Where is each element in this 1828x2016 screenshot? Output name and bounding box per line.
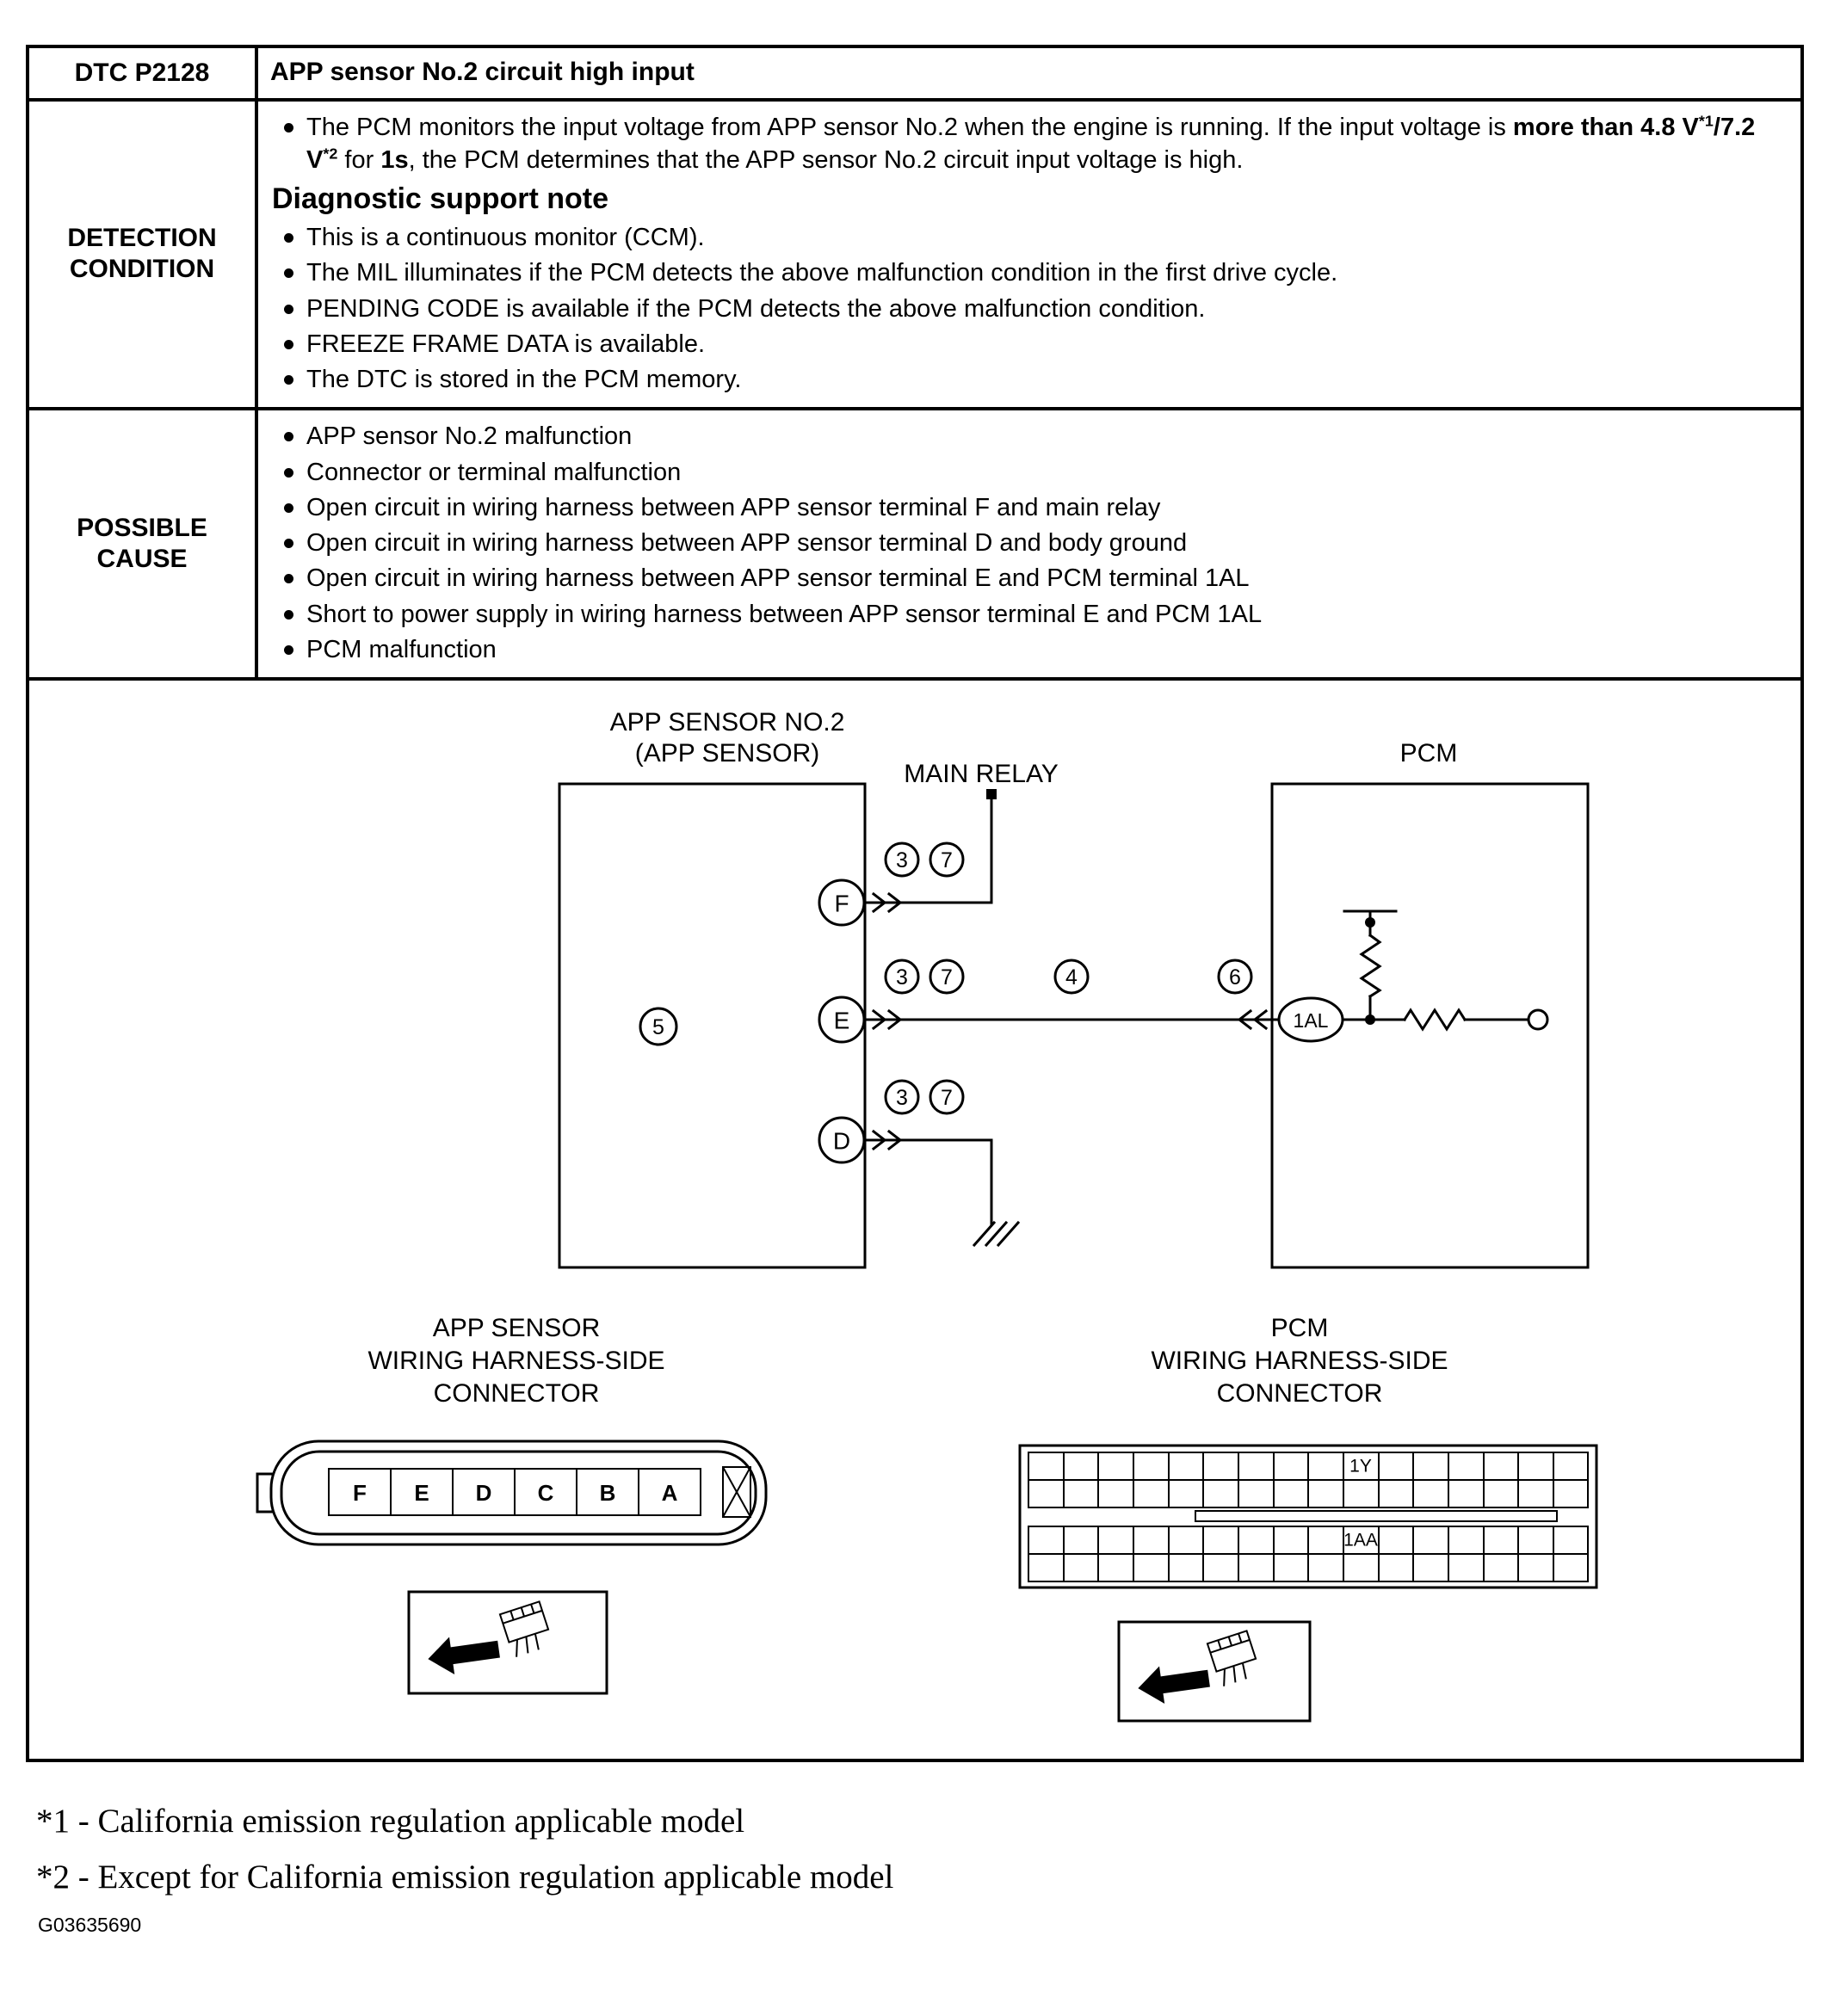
- possible-cause-label: [29, 410, 258, 677]
- terminal-f: [819, 880, 864, 925]
- bullet-item: Open circuit in wiring harness between APP sensor terminal F and main relay: [270, 491, 1788, 524]
- ground-symbol: [974, 1223, 1018, 1245]
- wiring-diagram-row: [29, 677, 1800, 1759]
- intro-bold-1: more than 4.8 V: [1512, 113, 1699, 141]
- detection-intro-bullet: [270, 111, 1788, 177]
- svg-text:5: 5: [652, 1015, 664, 1040]
- figure-id: G03635690: [38, 1914, 142, 1937]
- svg-text:D: D: [832, 1127, 851, 1155]
- app-connector-caption: [367, 1314, 664, 1408]
- dtc-code: DTC P2128: [74, 58, 210, 87]
- callout-7-f: [930, 843, 963, 876]
- dtc-table: [26, 45, 1804, 1762]
- app-harness-connector: [257, 1441, 766, 1544]
- svg-text:7: 7: [941, 848, 953, 873]
- bullet-item: Open circuit in wiring harness between APP sensor terminal E and PCM terminal 1AL: [270, 562, 1788, 595]
- svg-text:PCM: PCM: [1270, 1314, 1329, 1343]
- svg-text:CONNECTOR: CONNECTOR: [1216, 1379, 1383, 1409]
- detection-condition-label: [29, 102, 258, 408]
- wiring-diagram: [29, 681, 1800, 1759]
- app-pin-c: C: [537, 1480, 554, 1507]
- svg-text:E: E: [833, 1007, 850, 1034]
- svg-text:WIRING HARNESS-SIDE: WIRING HARNESS-SIDE: [367, 1347, 665, 1376]
- bullet-item: The DTC is stored in the PCM memory.: [270, 363, 1788, 396]
- svg-text:1AL: 1AL: [1293, 1009, 1329, 1033]
- bullet-item: FREEZE FRAME DATA is available.: [270, 328, 1788, 361]
- wire-e-to-pcm: [864, 1011, 1279, 1028]
- svg-text:4: 4: [1065, 965, 1078, 990]
- dtc-title-cell: [258, 48, 1800, 98]
- pcm-label: PCM: [1399, 739, 1458, 768]
- possible-cause-label-text: POSSIBLE CAUSE: [77, 514, 207, 574]
- svg-text:3: 3: [896, 848, 908, 873]
- app-pin-a: A: [661, 1480, 678, 1507]
- callout-3-d: [886, 1081, 918, 1113]
- callout-7-d: [930, 1081, 963, 1113]
- pcm-connector-caption: [1151, 1314, 1448, 1408]
- intro-text-3: , the PCM determines that the APP sensor No.2 circuit input voltage is high.: [408, 145, 1244, 174]
- pcm-harness-connector: [1020, 1446, 1596, 1588]
- footnote-ref-2: *2: [323, 145, 338, 163]
- callout-5: [640, 1008, 676, 1045]
- bullet-item: Short to power supply in wiring harness between APP sensor terminal E and PCM 1AL: [270, 598, 1788, 631]
- bullet-item: PENDING CODE is available if the PCM detects the above malfunction condition.: [270, 293, 1788, 325]
- possible-cause-row: [29, 407, 1800, 677]
- terminal-e: [819, 997, 864, 1042]
- pcm-output-node: [1528, 1010, 1547, 1029]
- footnotes: [36, 1802, 1804, 1937]
- dtc-title: APP sensor No.2 circuit high input: [270, 58, 695, 86]
- callout-3-f: [886, 843, 918, 876]
- detection-condition-row: [29, 98, 1800, 408]
- intro-bold-3: 1s: [380, 145, 409, 174]
- bullet-item: The MIL illuminates if the PCM detects the above malfunction condition in the first drive cycle.: [270, 256, 1788, 289]
- svg-text:WIRING HARNESS-SIDE: WIRING HARNESS-SIDE: [1151, 1347, 1448, 1376]
- pcm-internal-circuit: [1343, 911, 1547, 1029]
- bullet-item: This is a continuous monitor (CCM).: [270, 221, 1788, 254]
- svg-text:7: 7: [941, 1086, 953, 1111]
- pullup-resistor: [1362, 935, 1380, 996]
- bullet-item: PCM malfunction: [270, 633, 1788, 666]
- bullet-item: Connector or terminal malfunction: [270, 456, 1788, 489]
- callout-7-e: [930, 960, 963, 993]
- dtc-header-row: [29, 48, 1800, 98]
- dtc-code-cell: [29, 48, 258, 98]
- detection-intro-list: [270, 111, 1788, 177]
- app-pin-f: F: [353, 1480, 367, 1507]
- svg-text:3: 3: [896, 965, 908, 990]
- app-connector-view-inset: [409, 1592, 607, 1693]
- pcm-pin-1aa: 1AA: [1343, 1530, 1378, 1551]
- wire-d-to-ground: [864, 1131, 991, 1224]
- pcm-connector-view-inset: [1119, 1622, 1310, 1721]
- callout-3-e: [886, 960, 918, 993]
- svg-text:3: 3: [896, 1086, 908, 1111]
- pcm-terminal-1al: [1279, 998, 1343, 1041]
- callout-4: [1055, 960, 1088, 993]
- svg-text:6: 6: [1229, 965, 1241, 990]
- diagnostic-support-note-heading: Diagnostic support note: [272, 182, 608, 216]
- app-pin-d: D: [475, 1480, 492, 1507]
- intro-bold-2: /7.2 V: [306, 113, 1756, 174]
- footnote-2: *2 - Except for California emission regulation applicable model: [36, 1859, 894, 1896]
- svg-text:APP SENSOR: APP SENSOR: [432, 1314, 601, 1343]
- intro-text-1: The PCM monitors the input voltage from APP sensor No.2 when the engine is running. If the input voltage is: [306, 113, 1513, 141]
- detection-condition-label-text: DETECTION CONDITION: [67, 224, 217, 284]
- intro-text-2: for: [337, 145, 381, 174]
- app-sensor-label-line1: APP SENSOR NO.2: [609, 708, 845, 737]
- app-pin-e: E: [414, 1480, 429, 1507]
- svg-text:F: F: [834, 890, 849, 917]
- app-pin-b: B: [599, 1480, 616, 1507]
- bullet-item: Open circuit in wiring harness between APP sensor terminal D and body ground: [270, 527, 1788, 559]
- bullet-item: APP sensor No.2 malfunction: [270, 420, 1788, 453]
- wire-f-to-main-relay: [864, 894, 991, 911]
- pcm-pin-1y: 1Y: [1349, 1456, 1372, 1477]
- app-sensor-label-line2: (APP SENSOR): [634, 739, 820, 768]
- terminal-d: [819, 1118, 864, 1162]
- possible-cause-list: [270, 420, 1788, 666]
- detection-support-list: [270, 221, 1788, 396]
- callout-6: [1219, 960, 1251, 993]
- detection-condition-content: [258, 102, 1800, 408]
- main-relay-label: MAIN RELAY: [904, 760, 1059, 789]
- footnote-ref-1: *1: [1698, 111, 1714, 129]
- main-relay-node: [986, 789, 997, 903]
- footnote-1: *1 - California emission regulation applicable model: [36, 1803, 745, 1840]
- possible-cause-content: [258, 410, 1800, 677]
- svg-text:CONNECTOR: CONNECTOR: [433, 1379, 600, 1409]
- series-resistor: [1405, 1010, 1465, 1029]
- svg-text:7: 7: [941, 965, 953, 990]
